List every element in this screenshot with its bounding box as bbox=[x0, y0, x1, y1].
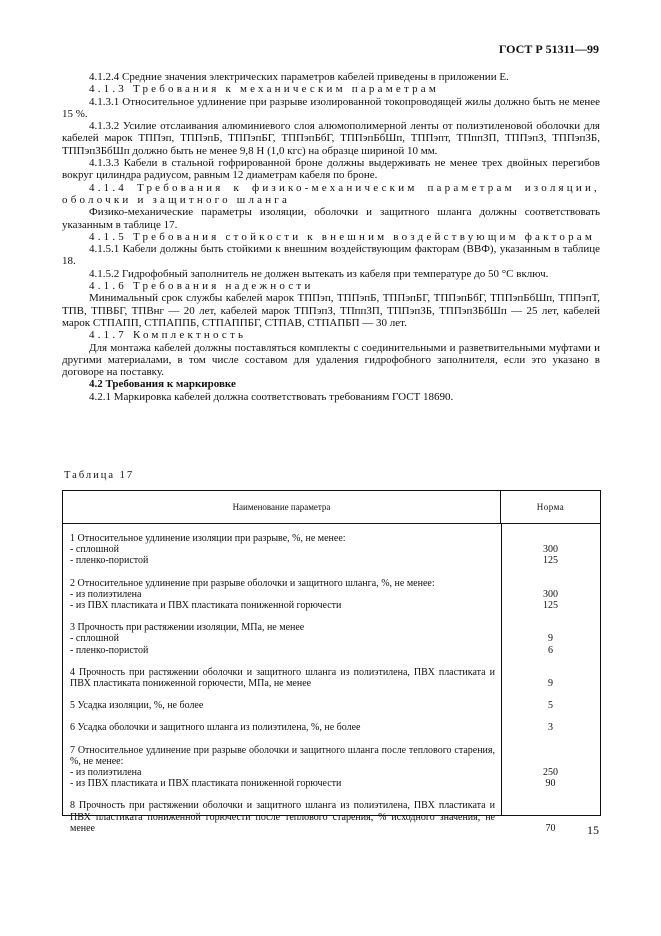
column-header-norm: Норма bbox=[536, 502, 565, 512]
table-row bbox=[63, 555, 600, 566]
row-7-label: 7 Относительное удлинение при разрыве оболочки и защитного шланга после теплового старения, %, не менее: bbox=[70, 744, 495, 767]
paragraph-4-1-5-2: 4.1.5.2 Гидрофобный заполнитель не должен вытекать из кабеля при температуре до 50 °С включ. bbox=[89, 267, 549, 280]
paragraph-4-1-3-1: 4.1.3.1 Относительное удлинение при разрыве изолированной токопроводящей жилы должно быть не менее 15 %. bbox=[62, 95, 600, 120]
paragraph-4-1-3-2: 4.1.3.2 Усилие отслаивания алюминиевого слоя алюмополимерной ленты от полиэтиленовой оболочки для кабелей марок ТППэп, ТППэпБ, ТППэпБГ, ТППэпБбГ, ТППэпБбШп, ТППэпт, ТПппЗП, ТППэпЗ, ТППэпЗБ, ТППэпЗБбШп должно быть не менее 9,8 Н (1,0 кгс) на образце шириной 10 мм. bbox=[62, 120, 600, 157]
paragraph-4-1-2-4: 4.1.2.4 Средние значения электрических параметров кабелей приведены в приложении Е. bbox=[89, 71, 509, 83]
row-3a-label: - сплошной bbox=[70, 633, 120, 645]
row-2a-label: - из полиэтилена bbox=[70, 588, 142, 600]
row-8-value: 70 bbox=[545, 822, 556, 834]
heading-4-2: 4.2 Требования к маркировке bbox=[89, 378, 236, 391]
heading-4-1-5: 4.1.5 Требования стойкости к внешним воздействующим факторам bbox=[89, 230, 596, 243]
row-8-label: 8 Прочность при растяжении оболочки и защитного шланга из полиэтилена, ПВХ пластиката и ПВХ пластиката пониженной горючести после теплового старения, % исходного значения, не менее bbox=[70, 800, 495, 834]
row-4-value: 9 bbox=[548, 678, 553, 690]
heading-4-1-4: 4.1.4 Требования к физико-механическим параметрам изоляции, оболочки и защитного шланга bbox=[62, 181, 600, 206]
row-7a-value: 250 bbox=[543, 767, 558, 779]
row-6-value: 3 bbox=[548, 722, 553, 734]
paragraph-4-1-6-text: Минимальный срок службы кабелей марок ТППэп, ТППэпБ, ТППэпБГ, ТППэпБбГ, ТППэпБбШп, ТППэпТ, ТПВ, ТПВБГ, ТПВнг — 20 лет, кабелей марок ТППэпЗ, ТПппЗП, ТППэпЗБ, ТППэпЗБбШп — 25 лет, кабелей марок СТПАПП, СТПАППБ, СТПАППБГ, СТПАВ, СТПАПБП — 30 лет. bbox=[62, 292, 600, 329]
heading-4-1-3: 4.1.3 Требования к механическим параметрам bbox=[89, 83, 440, 96]
row-6-label: 6 Усадка оболочки и защитного шланга из полиэтилена, %, не более bbox=[70, 722, 361, 734]
paragraph-4-1-5-1: 4.1.5.1 Кабели должны быть стойкими к внешним воздействующим факторам (ВВФ), указанным в таблице 18. bbox=[62, 243, 600, 268]
row-2b-label: - из ПВХ пластиката и ПВХ пластиката пониженной горючести bbox=[70, 600, 342, 612]
row-1a-label: - сплошной bbox=[70, 544, 120, 556]
paragraph-4-1-4-text: Физико-механические параметры изоляции, оболочки и защитного шланга должны соответствовать указанным в таблице 17. bbox=[62, 206, 600, 231]
body-text bbox=[62, 71, 600, 403]
row-1b-label: - пленко-пористой bbox=[70, 555, 149, 567]
row-3a-value: 9 bbox=[548, 633, 553, 645]
row-4-label: 4 Прочность при растяжении оболочки и защитного шланга из полиэтилена, ПВХ пластиката и ПВХ пластиката пониженной горючести, МПа, не менее bbox=[70, 666, 495, 690]
table-body bbox=[63, 524, 600, 834]
document-header: ГОСТ Р 51311—99 bbox=[498, 42, 599, 56]
paragraph-4-1-3-3: 4.1.3.3 Кабели в стальной гофрированной броне должны выдерживать не менее трех двойных перегибов вокруг цилиндра радиусом, равным 12 диаметрам кабеля по броне. bbox=[62, 157, 600, 182]
table-row bbox=[63, 778, 600, 789]
table-row bbox=[63, 722, 600, 733]
row-1b-value: 125 bbox=[543, 555, 558, 567]
table-row bbox=[63, 533, 600, 544]
table-row bbox=[63, 544, 600, 555]
table-row bbox=[63, 600, 600, 611]
row-2-label: 2 Относительное удлинение при разрыве оболочки и защитного шланга, %, не менее: bbox=[70, 577, 435, 589]
row-1a-value: 300 bbox=[543, 544, 558, 556]
row-1-label: 1 Относительное удлинение изоляции при разрыве, %, не менее: bbox=[70, 533, 346, 544]
row-3b-value: 6 bbox=[548, 644, 553, 656]
table-row bbox=[63, 667, 600, 689]
table-row bbox=[63, 745, 600, 767]
table-row bbox=[63, 645, 600, 656]
row-7b-value: 90 bbox=[545, 778, 556, 790]
row-2a-value: 300 bbox=[543, 588, 558, 600]
table-row bbox=[63, 700, 600, 711]
table-row bbox=[63, 800, 600, 834]
row-5-value: 5 bbox=[548, 700, 553, 712]
table-header bbox=[63, 491, 600, 524]
table-row bbox=[63, 578, 600, 589]
paragraph-4-2-1: 4.2.1 Маркировка кабелей должна соответствовать требованиям ГОСТ 18690. bbox=[89, 390, 454, 403]
row-7b-label: - из ПВХ пластиката и ПВХ пластиката пониженной горючести bbox=[70, 778, 342, 790]
page-number: 15 bbox=[587, 823, 599, 837]
column-header-parameter: Наименование параметра bbox=[63, 491, 501, 523]
paragraph-4-1-7-text: Для монтажа кабелей должны поставляться комплекты с соединительными и разветвительными муфтами и другими материалами, в том числе составом для удаления гидрофобного заполнителя, если это указано в договоре на поставку. bbox=[62, 341, 600, 379]
row-2b-value: 125 bbox=[543, 600, 558, 612]
row-3-label: 3 Прочность при растяжении изоляции, МПа, не менее bbox=[70, 622, 305, 634]
heading-4-1-7: 4.1.7 Комплектность bbox=[89, 329, 247, 342]
table-row bbox=[63, 622, 600, 633]
table-row bbox=[63, 767, 600, 778]
row-3b-label: - пленко-пористой bbox=[70, 644, 149, 656]
row-7a-label: - из полиэтилена bbox=[70, 767, 142, 779]
table-row bbox=[63, 633, 600, 644]
row-5-label: 5 Усадка изоляции, %, не более bbox=[70, 700, 204, 712]
table-caption: Таблица 17 bbox=[64, 470, 135, 481]
table-row bbox=[63, 589, 600, 600]
heading-4-1-6: 4.1.6 Требования надежности bbox=[89, 280, 314, 293]
